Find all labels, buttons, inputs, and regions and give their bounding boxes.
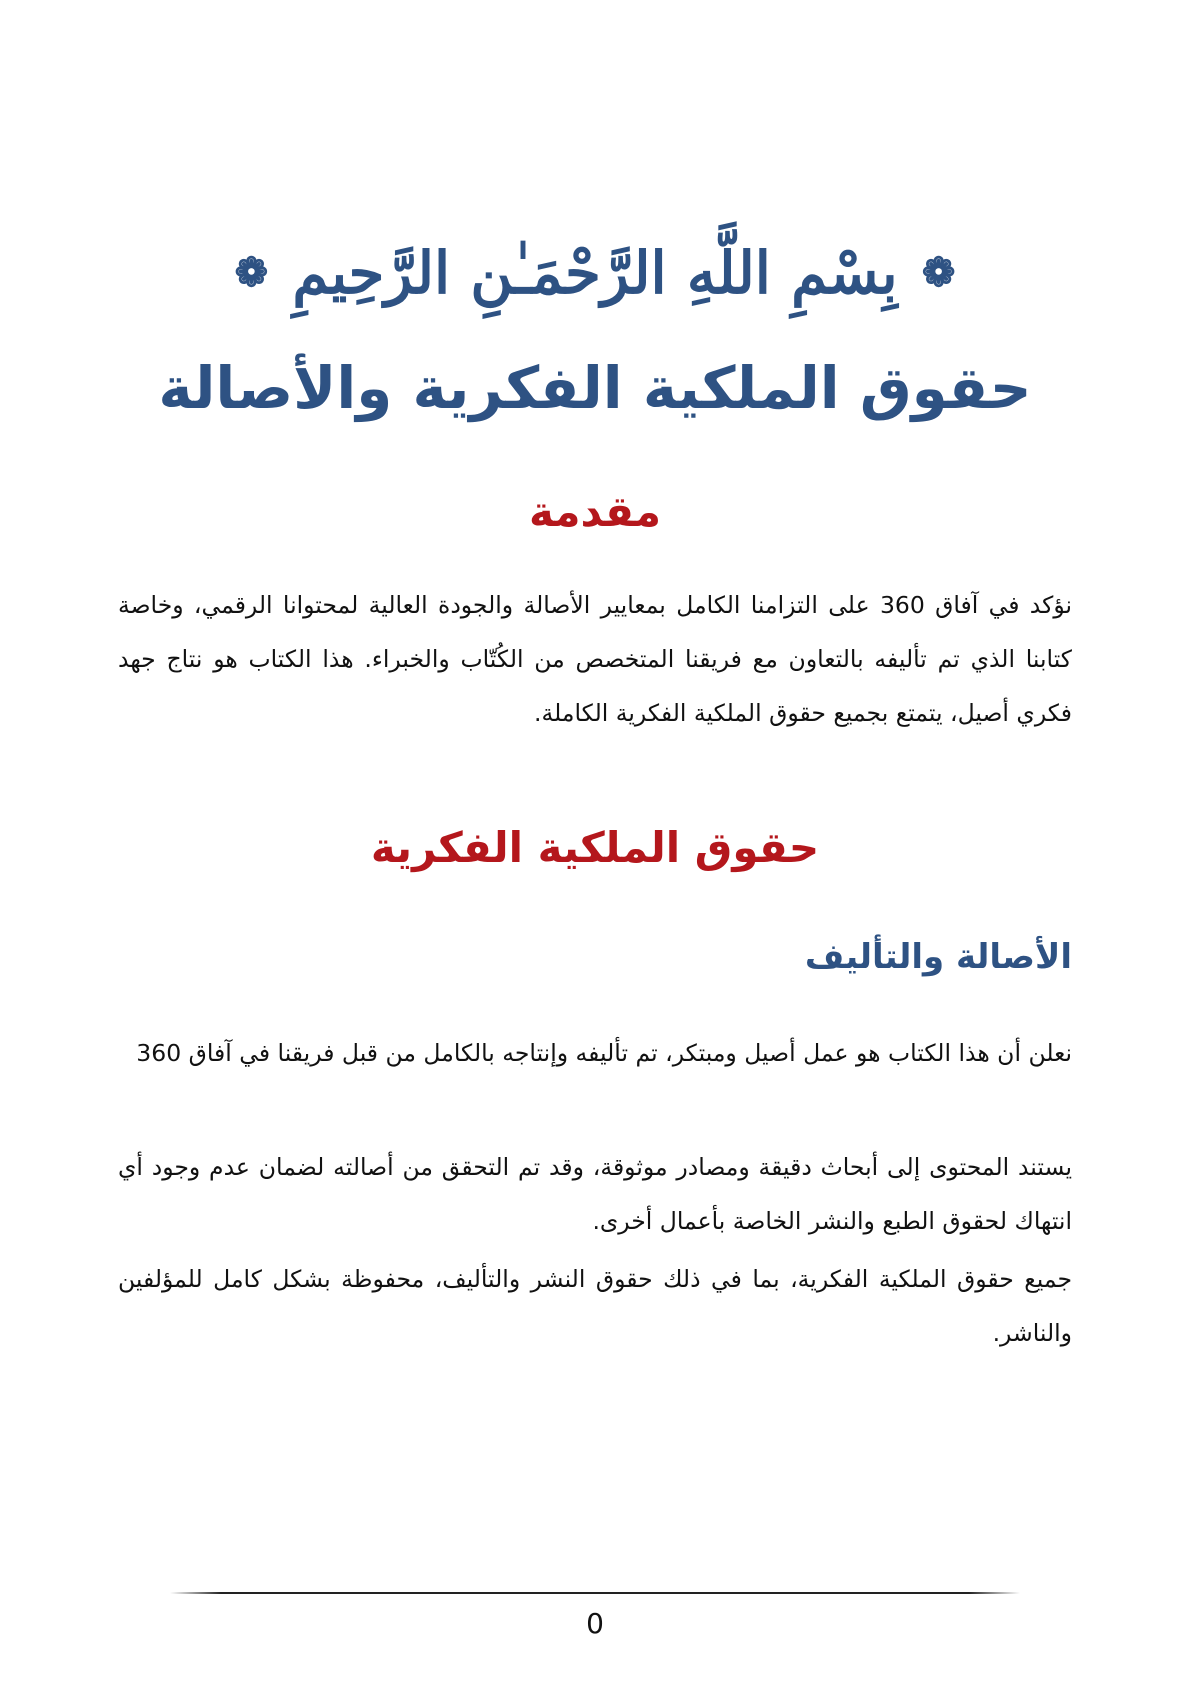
page-title: حقوق الملكية الفكرية والأصالة [158,354,1032,422]
ornament-left-icon: ❁ [234,249,269,296]
ip-paragraph-1: نعلن أن هذا الكتاب هو عمل أصيل ومبتكر، تم تأليفه وإنتاجه بالكامل من قبل فريقنا في آفاق 360 [136,1039,1072,1067]
originality-subheading: الأصالة والتأليف [804,937,1072,977]
ornament-right-icon: ❁ [921,249,956,296]
basmala-text: بِسْمِ اللَّهِ الرَّحْمَـٰنِ الرَّحِيمِ [292,239,898,307]
ip-paragraph-2: يستند المحتوى إلى أبحاث دقيقة ومصادر موثوقة، وقد تم التحقق من أصالته لضمان عدم وجود أي انتهاك لحقوق الطبع والنشر الخاصة بأعمال أخرى. [118,1153,1072,1235]
ip-paragraph-3: جميع حقوق الملكية الفكرية، بما في ذلك حقوق النشر والتأليف، محفوظة بشكل كامل للمؤلفين والناشر. [118,1265,1072,1347]
intro-heading: مقدمة [529,487,661,536]
intro-paragraph: نؤكد في آفاق 360 على التزامنا الكامل بمعايير الأصالة والجودة العالية لمحتوانا الرقمي، وخاصة كتابنا الذي تم تأليفه بالتعاون مع فريقنا المتخصص من الكُتّاب والخبراء. هذا الكتاب هو نتاج جهد فكري أصيل، يتمتع بجميع حقوق الملكية الفكرية الكاملة. [118,591,1073,727]
page-number: 0 [586,1607,604,1640]
ip-section-heading: حقوق الملكية الفكرية [370,823,820,872]
basmala-heading [0,228,1190,313]
footer-divider [170,1592,1020,1594]
